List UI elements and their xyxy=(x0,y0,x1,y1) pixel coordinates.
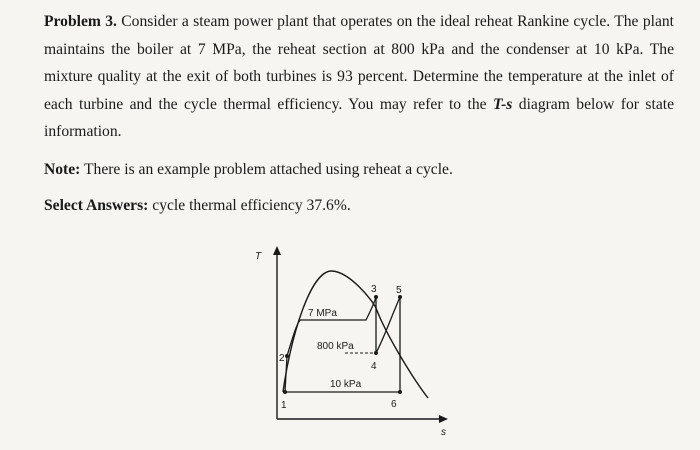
problem-text-part2: diagram below for state information. xyxy=(44,95,674,140)
state-4-label: 4 xyxy=(371,361,377,372)
answers-text: cycle thermal efficiency 37.6%. xyxy=(148,197,351,214)
note-label: Note: xyxy=(44,161,81,178)
s-axis-arrow xyxy=(439,415,448,423)
problem-text-part1: Consider a steam power plant that operates on the ideal reheat Rankine cycle. The plant maintains the boiler at 7 MPa, the reheat section at 800 kPa and the condenser at 10 kPa. The mixture quality at the exit of both turbines is 93 percent. Determine the temperature at the inlet of each turbine and the cycle thermal efficiency. You may refer to the xyxy=(44,13,674,113)
problem-label: Problem 3. xyxy=(44,13,117,30)
state-4-point xyxy=(374,351,378,355)
answers-line xyxy=(44,192,674,220)
condenser-pressure-label: 10 kPa xyxy=(330,379,362,390)
boiler-pressure-label: 7 MPa xyxy=(308,308,337,319)
note-line xyxy=(44,156,674,184)
state-5-label: 5 xyxy=(396,285,402,296)
answers-label: Select Answers: xyxy=(44,197,149,214)
state-1-point xyxy=(283,390,287,394)
state-1-label: 1 xyxy=(281,400,287,411)
state-2-label: 2 xyxy=(279,353,285,364)
state-3-point xyxy=(374,295,378,299)
t-axis-label: T xyxy=(255,251,262,262)
state-2-point xyxy=(285,354,289,358)
state-6-point xyxy=(398,390,402,394)
ts-diagram xyxy=(250,240,480,440)
s-axis-label: s xyxy=(441,427,446,438)
problem-statement xyxy=(44,8,674,146)
reheat-line xyxy=(376,297,400,353)
reheat-pressure-label: 800 kPa xyxy=(317,341,354,352)
t-axis-arrow xyxy=(273,246,281,255)
state-3-label: 3 xyxy=(371,284,377,295)
ts-diagram-term: T-s xyxy=(492,95,513,113)
note-text: There is an example problem attached using reheat a cycle. xyxy=(80,161,453,178)
state-6-label: 6 xyxy=(391,399,397,410)
